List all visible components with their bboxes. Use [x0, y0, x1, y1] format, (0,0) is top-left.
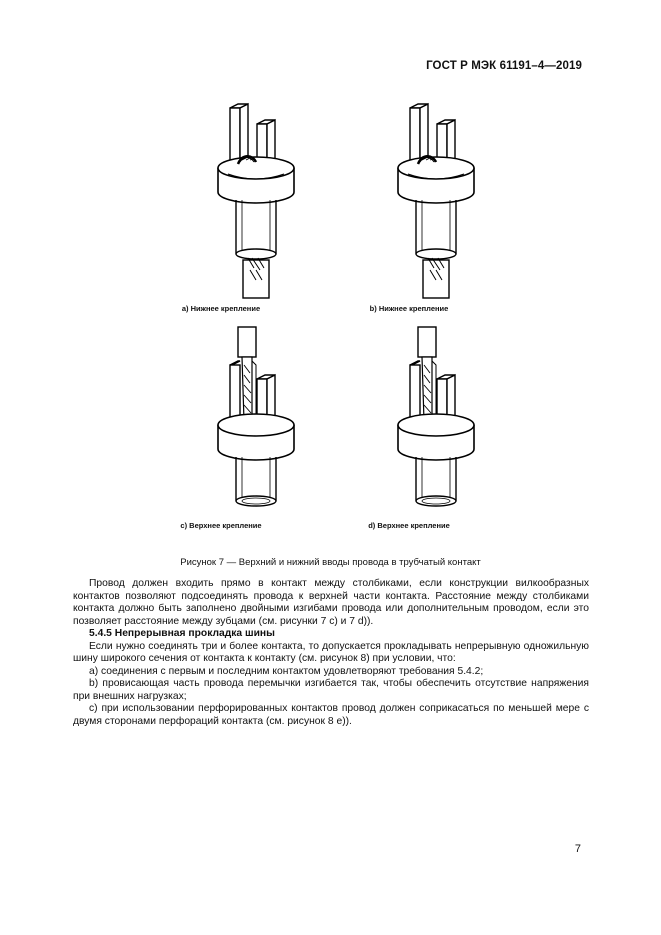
figure-7d-svg	[355, 325, 525, 525]
figure-7a-drawing	[175, 100, 345, 300]
document-code: ГОСТ Р МЭК 61191–4—2019	[426, 60, 582, 72]
figure-7b-svg	[355, 100, 525, 300]
list-item-b: b) провисающая часть провода перемычки изгибается так, чтобы обеспечить отсутствие напряжения при внешних нагрузках;	[73, 678, 589, 702]
list-item-a: а) соединения с первым и последним контактом удовлетворяют требования 5.4.2;	[89, 665, 484, 677]
subfigure-label-a: a) Нижнее крепление	[181, 304, 261, 313]
subfigure-label-c: c) Верхнее крепление	[180, 521, 262, 530]
figure-7c-drawing	[175, 325, 345, 525]
figure-7b-drawing	[355, 100, 525, 300]
figure-7a-svg	[175, 100, 345, 300]
figure-7d-drawing	[355, 325, 525, 525]
paragraph: Если нужно соединять три и более контакта, то допускается прокладывать непрерывную одножильную шину широкого сечения от контакта к контакту (см. рисунок 8) при условии, что:	[73, 640, 589, 664]
section-heading: 5.4.5 Непрерывная прокладка шины	[89, 628, 275, 639]
subfigure-label-b: b) Нижнее крепление	[369, 304, 449, 313]
list-item-c: c) при использовании перфорированных контактов провод должен соприкасаться по меньшей мере с двумя сторонами перфораций контакта (см. рисунок 8 е)).	[73, 703, 589, 727]
body-text	[73, 578, 589, 728]
page-number: 7	[574, 843, 581, 855]
figure-7c-svg	[175, 325, 345, 525]
paragraph: Провод должен входить прямо в контакт между столбиками, если конструкции вилкообразных контактов позволяют подсоединять провода к верхней части контакта. Расстояние между столбиками контакта должно быть заполнено двойными изгибами провода или дополнительным проводом, если это позволяет расстояние между зубцами (см. рисунки 7 c) и 7 d)).	[73, 578, 589, 627]
subfigure-label-d: d) Верхнее крепление	[368, 521, 450, 530]
figure-caption: Рисунок 7 — Верхний и нижний вводы провода в трубчатый контакт	[180, 557, 481, 568]
